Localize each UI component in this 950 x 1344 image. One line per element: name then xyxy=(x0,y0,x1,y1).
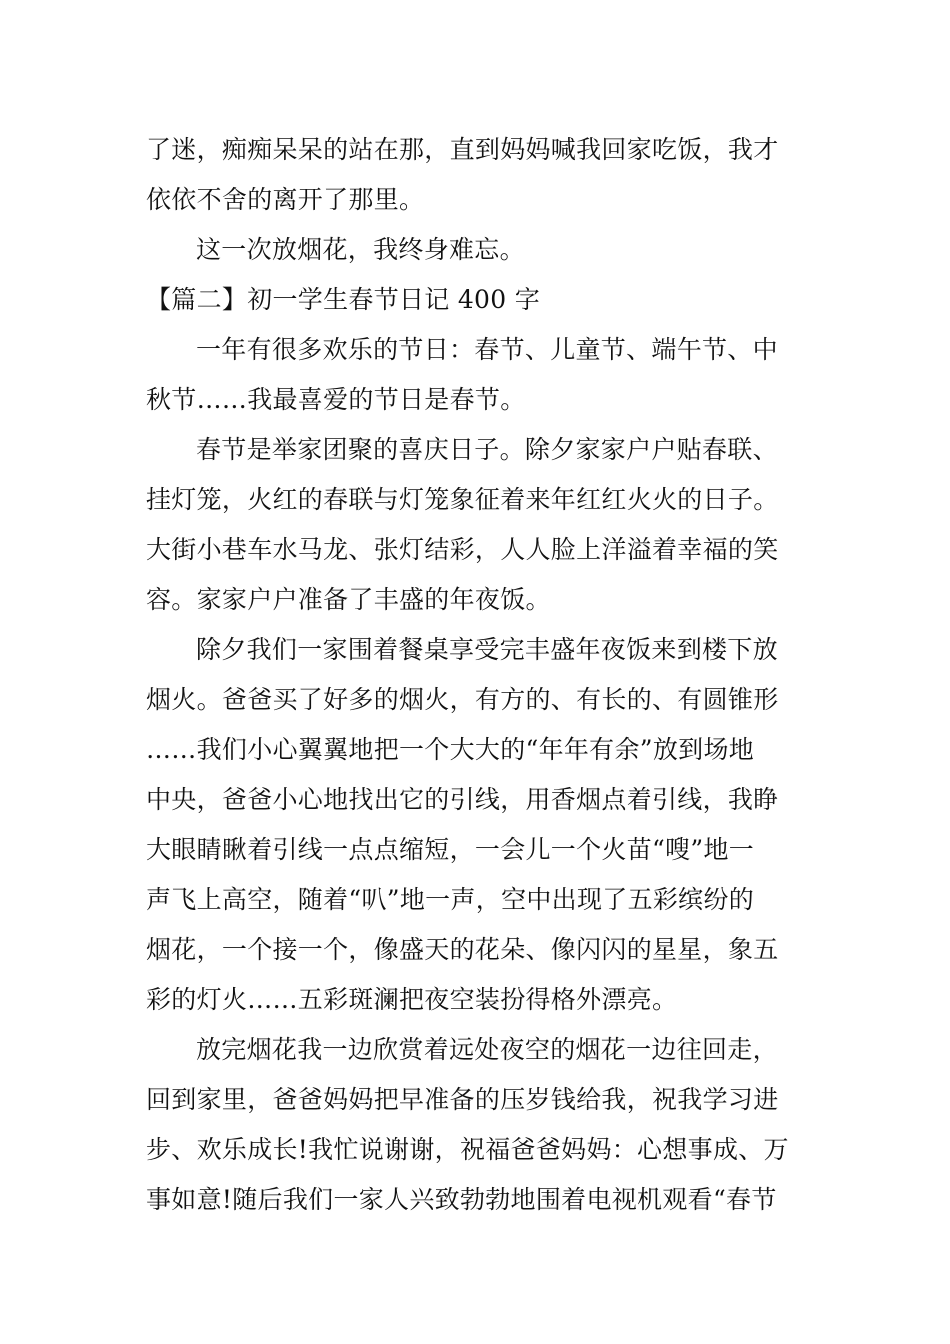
text-line: 步、欢乐成长!我忙说谢谢，祝福爸爸妈妈：心想事成、万 xyxy=(146,1135,789,1164)
paragraph-start-line: 这一次放烟花，我终身难忘。 xyxy=(196,235,525,264)
section-heading: 【篇二】初一学生春节日记 400 字 xyxy=(146,285,541,314)
text-line: 彩的灯火……五彩斑澜把夜空装扮得格外漂亮。 xyxy=(146,985,678,1014)
text-line: ……我们小心翼翼地把一个大大的“年年有余”放到场地 xyxy=(146,735,755,764)
paragraph-start-line: 一年有很多欢乐的节日：春节、儿童节、端午节、中 xyxy=(196,335,778,364)
text-line: 中央，爸爸小心地找出它的引线，用香烟点着引线，我睁 xyxy=(146,785,779,814)
paragraph-start-line: 春节是举家团聚的喜庆日子。除夕家家户户贴春联、 xyxy=(196,435,778,464)
text-line: 依依不舍的离开了那里。 xyxy=(146,185,425,214)
text-line: 秋节……我最喜爱的节日是春节。 xyxy=(146,385,526,414)
paragraph-start-line: 放完烟花我一边欣赏着远处夜空的烟花一边往回走， xyxy=(196,1035,778,1064)
text-line: 容。家家户户准备了丰盛的年夜饭。 xyxy=(146,585,551,614)
text-line: 挂灯笼，火红的春联与灯笼象征着来年红红火火的日子。 xyxy=(146,485,779,514)
text-line: 了迷，痴痴呆呆的站在那，直到妈妈喊我回家吃饭，我才 xyxy=(146,135,779,164)
text-line: 事如意!随后我们一家人兴致勃勃地围着电视机观看“春节 xyxy=(146,1185,777,1214)
text-line: 烟花，一个接一个，像盛天的花朵、像闪闪的星星，象五 xyxy=(146,935,779,964)
text-line: 声飞上高空，随着“叭”地一声，空中出现了五彩缤纷的 xyxy=(146,885,755,914)
text-line: 大眼睛瞅着引线一点点缩短，一会儿一个火苗“嗖”地一 xyxy=(146,835,755,864)
text-line: 烟火。爸爸买了好多的烟火，有方的、有长的、有圆锥形 xyxy=(146,685,779,714)
text-line: 回到家里，爸爸妈妈把早准备的压岁钱给我，祝我学习进 xyxy=(146,1085,779,1114)
text-line: 大街小巷车水马龙、张灯结彩，人人脸上洋溢着幸福的笑 xyxy=(146,535,779,564)
paragraph-start-line: 除夕我们一家围着餐桌享受完丰盛年夜饭来到楼下放 xyxy=(196,635,778,664)
